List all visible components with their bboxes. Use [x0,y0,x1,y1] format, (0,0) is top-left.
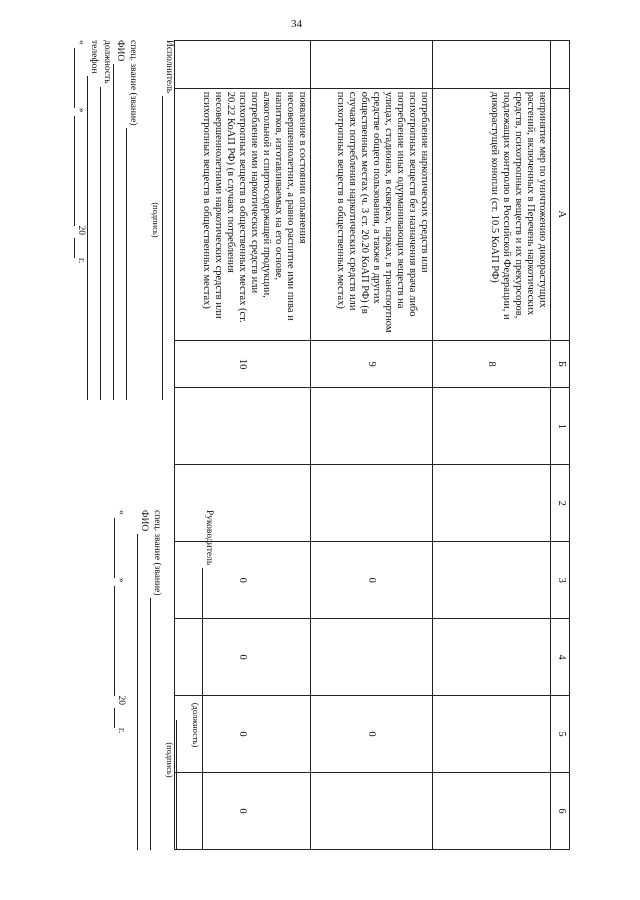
row-description: потребление наркотических средств или психотропных веществ без назначения врача либо потребление иных одурманивающих веществ на улицах, стадионах, в скверах, парках, в транспортном средстве общего пользования, а также в других общественных местах (ч. 3 ст. 20.20 КоАП РФ) (в случаях потребления наркотических средств или психотропных веществ в общественных местах) [311,88,433,340]
cell-3: 0 [175,542,311,619]
header-6: 6 [551,772,570,849]
executor-phone-label: телефон [89,40,99,74]
cell-3: 0 [311,542,433,619]
cell-1 [175,388,311,465]
cell-1 [311,388,433,465]
cell-5 [433,696,551,773]
executor-position-label: должность [102,40,112,84]
executor-signature-line[interactable] [162,96,173,400]
row-description: появление в состоянии опьянения несовершеннолетних, а равно распитие ими пива и напитков, изготавливаемых на его основе, алкогольной и спиртосодержащей продукции, потребление ими наркотических средств или психотропных веществ в общественных местах (ст. 20.22 КоАП РФ) (в случаях потребления несовершеннолетними наркотических средств или психотропных веществ в общественных местах) [175,88,311,340]
header-5: 5 [551,696,570,773]
head-year-suffix: г. [116,728,126,734]
executor-signature-block [74,40,175,400]
executor-phone-line[interactable] [87,76,98,400]
head-month-line[interactable] [114,586,125,696]
head-fio-line[interactable] [137,534,148,850]
cell-5: 0 [311,696,433,773]
header-4: 4 [551,619,570,696]
page-number: 34 [291,18,302,30]
executor-date-open: « [76,40,86,45]
row-code: 10 [175,340,311,388]
report-table [174,40,570,850]
executor-fio-label: ФИО [115,40,125,62]
cell-2 [311,465,433,542]
table-row [311,41,433,850]
cell-3 [433,542,551,619]
header-b: Б [551,340,570,388]
row-code: 8 [433,340,551,388]
head-year-line[interactable] [114,708,125,728]
executor-signature-caption: (подпись) [151,202,161,238]
header-2: 2 [551,465,570,542]
row-code: 9 [311,340,433,388]
rotated-page [50,40,570,850]
head-signature-caption: (подпись) [165,742,175,778]
row-description: непринятие мер по уничтожению дикорастущих растений, включенных в Перечень наркотических средств, психотропных веществ и их прекурсоров, подлежащих контролю в Российской Федерации, и дикорастущей конопли (ст. 10.5 КоАП РФ) [433,88,551,340]
executor-date-close: » [76,107,86,113]
head-signature-line[interactable] [176,720,187,850]
executor-year-line[interactable] [74,238,85,258]
head-position-caption: (должность) [191,702,201,748]
table-row [433,41,551,850]
executor-label: Исполнитель [164,40,174,94]
cell-6: 0 [175,772,311,849]
executor-year-prefix: 20 [76,225,86,235]
cell-6 [311,772,433,849]
executor-position-line[interactable] [100,87,111,400]
cell-2 [433,465,551,542]
cell-5: 0 [175,696,311,773]
head-signature-block [114,510,215,850]
head-day-line[interactable] [114,518,125,578]
table-header-row [551,41,570,850]
header-a: А [551,88,570,340]
executor-day-line[interactable] [74,48,85,108]
head-position-line[interactable] [202,568,213,850]
header-3: 3 [551,542,570,619]
executor-fio-line[interactable] [113,64,124,400]
head-rank-label: спец. звание (звание) [152,510,162,596]
cell-4 [311,619,433,696]
head-label: Руководитель [204,510,214,566]
head-year-prefix: 20 [116,695,126,705]
head-date-close: » [116,577,126,583]
cell-6 [433,772,551,849]
cell-4 [433,619,551,696]
row-blank-cell [175,41,311,89]
row-blank-cell [433,41,551,89]
cell-1 [433,388,551,465]
cell-4: 0 [175,619,311,696]
executor-rank-label: спец. звание (звание) [128,40,138,126]
executor-year-suffix: г. [76,258,86,264]
head-date-open: « [116,510,126,515]
header-1: 1 [551,388,570,465]
header-blank [551,41,570,89]
head-fio-label: ФИО [139,510,149,532]
executor-rank-line[interactable] [126,128,137,400]
head-rank-line[interactable] [150,598,161,850]
executor-month-line[interactable] [74,116,85,226]
row-blank-cell [311,41,433,89]
